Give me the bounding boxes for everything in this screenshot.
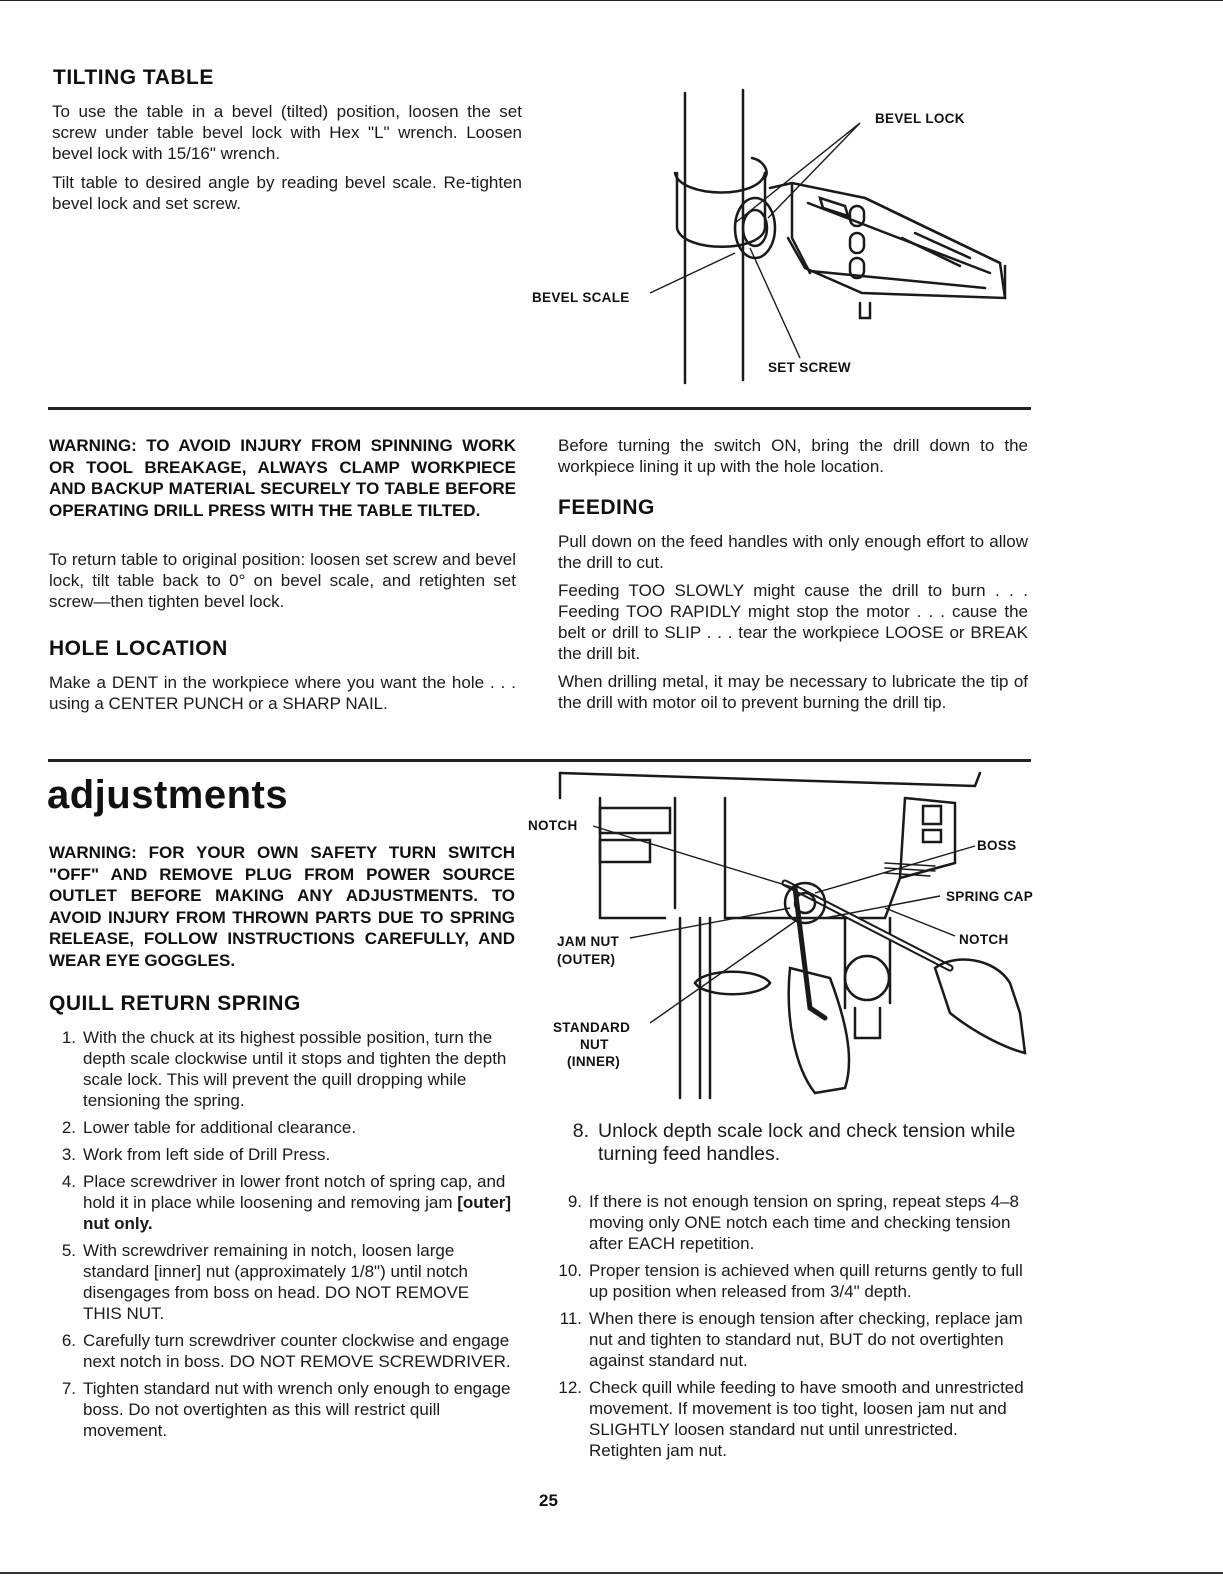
tilting-table-heading: TILTING TABLE: [53, 66, 214, 89]
step-5: 5. With screwdriver remaining in notch, loosen large standard [inner] nut (approximately 1/8") until notch disengages from boss on head. DO NOT REMOVE THIS NUT.: [61, 1241, 470, 1323]
step-1: 1. With the chuck at its highest possible position, turn the depth scale clockwise until it stops and tighten the depth scale lock. This will prevent the quill dropping while tensioning the spring.: [61, 1028, 507, 1110]
divider-middle: [48, 759, 1031, 762]
label-standard: STANDARD: [553, 1020, 631, 1035]
return-table-text: To return table to original position: loosen set screw and bevel lock, tilt table back to 0° on bevel scale, and retighten set screw—then tighten bevel lock.: [49, 550, 516, 611]
tilting-table-para1: To use the table in a bevel (tilted) position, loosen the set screw under table bevel lock with Hex "L" wrench. Loosen bevel lock with 15/16" wrench.: [52, 102, 522, 163]
feeding-para1: Pull down on the feed handles with only enough effort to allow the drill to cut.: [558, 532, 1028, 572]
hole-location-text: Make a DENT in the workpiece where you want the hole . . . using a CENTER PUNCH or a SHARP NAIL.: [49, 673, 516, 713]
step-7: 7. Tighten standard nut with wrench only enough to engage boss. Do not overtighten as this will restrict quill movement.: [61, 1379, 511, 1440]
before-turning-text: Before turning the switch ON, bring the drill down to the workpiece lining it up with the hole location.: [558, 436, 1028, 476]
adjustments-warning: WARNING: FOR YOUR OWN SAFETY TURN SWITCH "OFF" AND REMOVE PLUG FROM POWER SOURCE OUTLET BEFORE MAKING ANY ADJUSTMENTS. TO AVOID INJURY FROM THROWN PARTS DUE TO SPRING RELEASE, FOLLOW INSTRUCTIONS CAREFULLY, AND WEAR EYE GOGGLES.: [49, 843, 515, 970]
hole-location-heading: HOLE LOCATION: [49, 637, 228, 660]
label-spring-cap: SPRING CAP: [946, 889, 1034, 904]
adjustments-heading: adjustments: [47, 773, 289, 817]
label-standard-nut: NUT: [580, 1037, 609, 1052]
tilting-table-figure: [530, 88, 1050, 398]
step-8: 8. Unlock depth scale lock and check tension while turning feed handles.: [572, 1120, 1016, 1165]
label-standard-inner: (INNER): [567, 1054, 621, 1069]
label-bevel-lock: BEVEL LOCK: [875, 111, 965, 126]
warning-tilted-table: WARNING: TO AVOID INJURY FROM SPINNING WORK OR TOOL BREAKAGE, ALWAYS CLAMP WORKPIECE AND BACKUP MATERIAL SECURELY TO TABLE BEFORE OPERATING DRILL PRESS WITH THE TABLE TILTED.: [49, 436, 516, 520]
page-number: 25: [539, 1491, 558, 1510]
divider-top: [48, 407, 1031, 410]
label-notch-left: NOTCH: [528, 818, 578, 833]
step-6: 6. Carefully turn screwdriver counter clockwise and engage next notch in boss. DO NOT REMOVE SCREWDRIVER.: [61, 1331, 511, 1371]
quill-steps-right: [556, 1191, 1026, 1467]
step-11: 11. When there is enough tension after checking, replace jam nut and tighten to standard nut, BUT do not overtighten against standard nut.: [559, 1309, 1023, 1370]
bottom-border: [0, 1572, 1223, 1574]
label-jam-nut-outer: (OUTER): [557, 952, 616, 967]
top-border: [0, 0, 1223, 1]
label-notch-right: NOTCH: [959, 932, 1009, 947]
label-boss: BOSS: [977, 838, 1017, 853]
step-4: 4. Place screwdriver in lower front notch of spring cap, and hold it in place while loosening and removing jam [outer] nut only.: [61, 1172, 512, 1233]
quill-steps-left: [50, 1027, 512, 1447]
feeding-para2: Feeding TOO SLOWLY might cause the drill to burn . . . Feeding TOO RAPIDLY might stop the motor . . . cause the belt or drill to SLIP . . . tear the workpiece LOOSE or BREAK the drill bit.: [558, 581, 1028, 663]
step-2: 2. Lower table for additional clearance.: [61, 1118, 357, 1137]
feeding-heading: FEEDING: [558, 496, 655, 519]
step-12: 12. Check quill while feeding to have smooth and unrestricted movement. If movement is too tight, loosen jam nut and SLIGHTLY loosen standard nut until unrestricted. Retighten jam nut.: [558, 1378, 1024, 1460]
label-set-screw: SET SCREW: [768, 360, 851, 375]
label-jam-nut: JAM NUT: [557, 934, 620, 949]
step-10: 10. Proper tension is achieved when quill returns gently to full up position when released from 3/4" depth.: [558, 1261, 1023, 1301]
step-3: 3. Work from left side of Drill Press.: [61, 1145, 331, 1164]
tilting-table-para2: Tilt table to desired angle by reading bevel scale. Re-tighten bevel lock and set screw.: [52, 173, 522, 213]
quill-return-spring-heading: QUILL RETURN SPRING: [49, 992, 301, 1015]
feeding-para3: When drilling metal, it may be necessary to lubricate the tip of the drill with motor oil to prevent burning the drill tip.: [558, 672, 1028, 712]
label-bevel-scale: BEVEL SCALE: [532, 290, 630, 305]
step-9: 9. If there is not enough tension on spring, repeat steps 4–8 moving only ONE notch each time and checking tension after EACH repetition.: [567, 1192, 1020, 1253]
